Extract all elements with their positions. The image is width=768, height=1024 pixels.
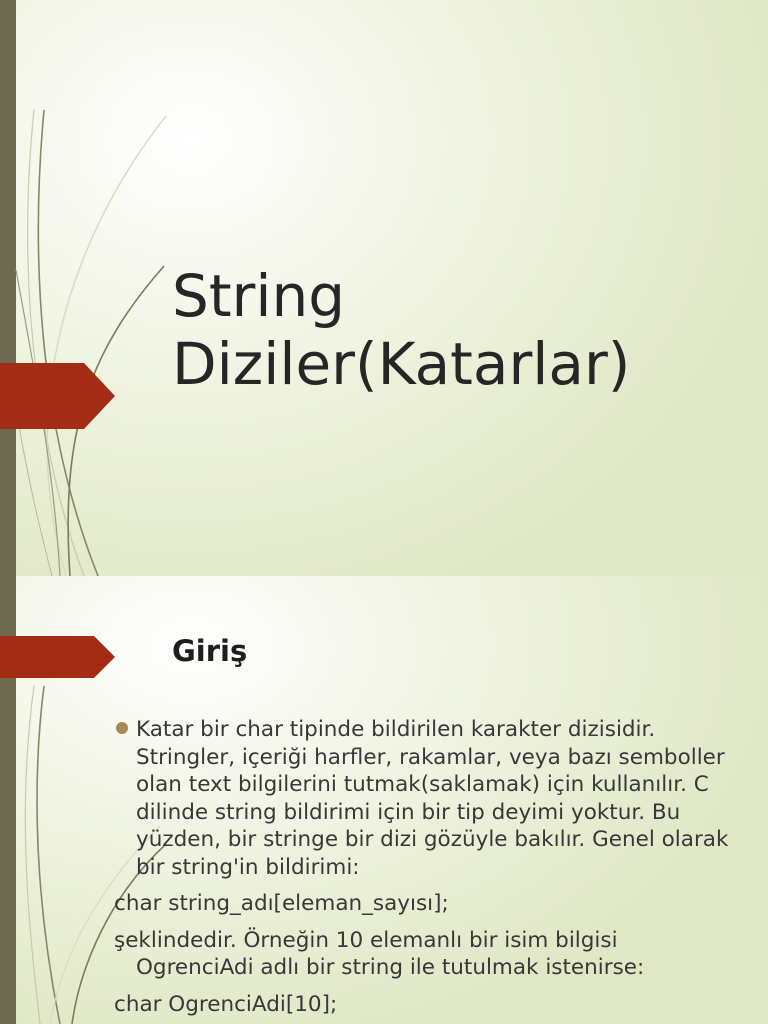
accent-tab <box>0 363 116 429</box>
code-declaration: char string_adı[eleman_sayısı]; <box>114 891 449 916</box>
slide-body <box>114 716 734 1024</box>
bullet-text: Katar bir char tipinde bildirilen karakter dizisidir. Stringler, içeriği harfler, rakamlar, veya bazı semboller olan text bilgilerini tutmak(saklamak) için kullanılır. C dilinde string bildirimi için bir tip deyimi yoktur. Bu yüzden, bir stringe bir dizi gözüyle bakılır. Genel olarak bir string'in bildirimi: <box>136 717 729 880</box>
title-line-1: String <box>172 262 346 330</box>
example-paragraph: şeklindedir. Örneğin 10 elemanlı bir isim bilgisi OgrenciAdi adlı bir string ile tutulmak istenirse: <box>114 927 645 980</box>
content-slide <box>0 576 768 1024</box>
title-line-2: Diziler(Katarlar) <box>172 330 631 398</box>
code-example: char OgrenciAdi[10]; <box>114 991 338 1017</box>
section-heading: Giriş <box>172 634 248 668</box>
accent-tab <box>0 636 116 678</box>
bullet-dot-icon <box>116 722 128 734</box>
bullet-item <box>114 716 734 881</box>
decorative-curves <box>0 0 200 576</box>
slide-title <box>172 262 732 398</box>
